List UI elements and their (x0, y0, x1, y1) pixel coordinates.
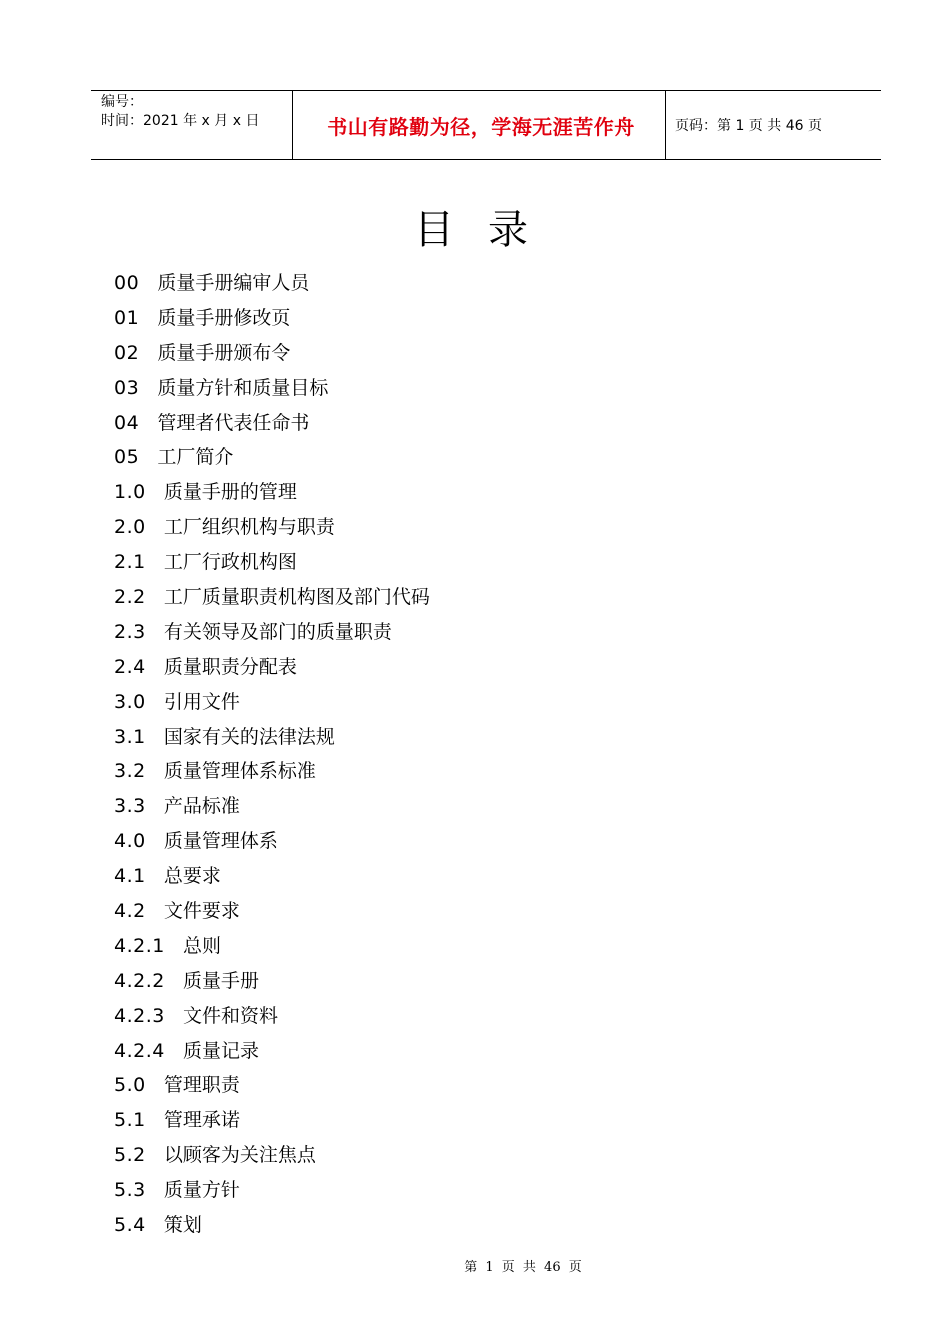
toc-entry-title: 工厂简介 (157, 446, 234, 469)
toc-entry-title: 质量方针 (163, 1179, 240, 1202)
toc-entry-number: 2.3 (114, 620, 146, 643)
toc-entry (114, 406, 430, 441)
table-of-contents (114, 266, 430, 1243)
toc-entry (114, 1173, 430, 1208)
toc-entry-number: 2.0 (114, 516, 146, 539)
toc-entry (114, 1138, 430, 1173)
toc-entry-number: 4.2.4 (114, 1039, 165, 1062)
toc-entry (114, 580, 430, 615)
toc-entry (114, 999, 430, 1034)
toc-entry-title: 管理者代表任命书 (157, 411, 310, 434)
toc-entry-title: 引用文件 (163, 690, 240, 713)
toc-entry (114, 964, 430, 999)
toc-entry (114, 685, 430, 720)
header-page-code: 页码：第 1 页 共 46 页 (675, 118, 822, 134)
toc-entry (114, 336, 430, 371)
toc-entry-number: 3.3 (114, 795, 146, 818)
toc-entry-number: 00 (114, 272, 140, 294)
toc-entry-title: 产品标准 (163, 795, 240, 818)
toc-entry-number: 01 (114, 306, 140, 329)
toc-entry (114, 824, 430, 859)
toc-entry-number: 2.4 (114, 655, 146, 678)
toc-entry-title: 工厂组织机构与职责 (163, 516, 335, 539)
toc-entry-title: 工厂行政机构图 (163, 551, 297, 574)
toc-entry-number: 2.2 (114, 586, 146, 609)
toc-entry-title: 质量手册 (182, 969, 259, 992)
toc-entry-title: 质量手册颁布令 (157, 341, 291, 364)
toc-entry-title: 质量记录 (182, 1039, 259, 1062)
toc-entry-title: 总要求 (163, 865, 221, 888)
toc-entry-title: 质量管理体系标准 (163, 760, 316, 783)
toc-entry-number: 2.1 (114, 551, 146, 574)
page-footer: 第 1 页 共 46 页 (464, 1260, 582, 1275)
document-header (91, 90, 881, 160)
header-motto: 书山有路勤为径，学海无涯苦作舟 (327, 114, 635, 139)
toc-entry-number: 4.2.2 (114, 969, 165, 992)
toc-entry (114, 754, 430, 789)
toc-entry-title: 质量方针和质量目标 (157, 376, 329, 399)
toc-entry-number: 4.2.1 (114, 934, 165, 957)
toc-entry (114, 475, 430, 510)
toc-entry-title: 质量手册修改页 (157, 306, 291, 329)
header-info-cell (91, 91, 293, 159)
toc-entry-title: 管理职责 (163, 1074, 240, 1097)
toc-entry-title: 管理承诺 (163, 1109, 240, 1132)
toc-entry-title: 工厂质量职责机构图及部门代码 (163, 586, 430, 609)
toc-entry-number: 05 (114, 446, 140, 469)
toc-entry-number: 04 (114, 411, 140, 434)
toc-entry-title: 质量手册的管理 (163, 481, 297, 504)
toc-entry-title: 质量手册编审人员 (157, 272, 310, 294)
toc-entry-number: 4.2.3 (114, 1004, 165, 1027)
toc-entry-number: 5.4 (114, 1214, 146, 1237)
toc-entry (114, 510, 430, 545)
toc-entry (114, 1068, 430, 1103)
toc-entry-title: 文件要求 (163, 900, 240, 923)
toc-entry-number: 03 (114, 376, 140, 399)
toc-entry (114, 1208, 430, 1243)
toc-entry-number: 5.1 (114, 1109, 146, 1132)
toc-entry-number: 02 (114, 341, 140, 364)
toc-entry (114, 650, 430, 685)
toc-entry-number: 5.2 (114, 1144, 146, 1167)
toc-entry (114, 789, 430, 824)
document-number-label: 编号： (101, 94, 143, 110)
toc-entry-title: 总则 (182, 934, 221, 957)
toc-entry-title: 质量管理体系 (163, 830, 278, 853)
header-motto-cell (293, 91, 666, 159)
toc-entry-title: 质量职责分配表 (163, 655, 297, 678)
toc-entry (114, 1103, 430, 1138)
document-time-label: 时间：2021 年 x 月 x 日 (101, 113, 260, 129)
toc-entry (114, 720, 430, 755)
toc-entry (114, 615, 430, 650)
toc-entry-number: 5.0 (114, 1074, 146, 1097)
toc-entry-title: 以顾客为关注焦点 (163, 1144, 316, 1167)
toc-entry-number: 5.3 (114, 1179, 146, 1202)
toc-entry (114, 371, 430, 406)
toc-entry-number: 3.2 (114, 760, 146, 783)
toc-entry (114, 545, 430, 580)
toc-entry-number: 4.2 (114, 900, 146, 923)
toc-entry (114, 301, 430, 336)
toc-entry-number: 1.0 (114, 481, 146, 504)
toc-entry (114, 1034, 430, 1069)
toc-entry (114, 266, 430, 301)
toc-entry (114, 859, 430, 894)
page-title: 目录 (414, 207, 562, 253)
toc-entry (114, 440, 430, 475)
toc-entry (114, 929, 430, 964)
header-page-cell (666, 91, 881, 159)
toc-entry (114, 894, 430, 929)
toc-entry-number: 3.0 (114, 690, 146, 713)
toc-entry-title: 文件和资料 (182, 1004, 278, 1027)
toc-entry-number: 3.1 (114, 725, 146, 748)
toc-entry-title: 国家有关的法律法规 (163, 725, 335, 748)
toc-entry-number: 4.0 (114, 830, 146, 853)
toc-entry-title: 有关领导及部门的质量职责 (163, 620, 392, 643)
toc-entry-title: 策划 (163, 1214, 202, 1237)
toc-entry-number: 4.1 (114, 865, 146, 888)
